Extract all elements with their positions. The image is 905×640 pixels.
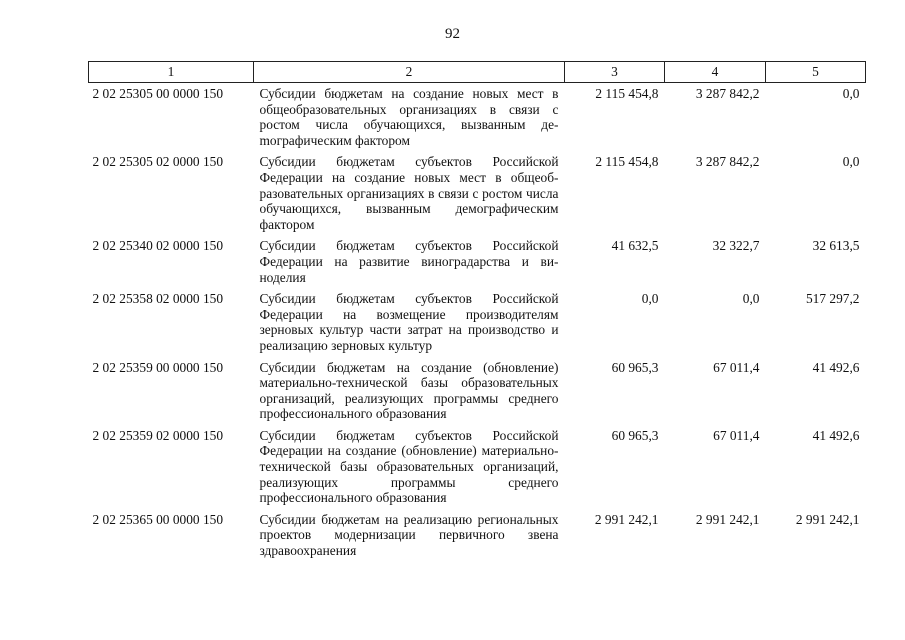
amount-col-5: 41 492,6 — [812, 427, 860, 443]
budget-code: 2 02 25359 00 0000 150 — [92, 359, 224, 375]
subsidy-name: Субсидии бюджетам субъектов Российской Федерации на возмещение производителям зерновых культур части затрат на производство и реализацию зерновых культур — [259, 291, 559, 353]
amount-col-4: 32 322,7 — [712, 238, 760, 254]
amount-col-5: 2 991 242,1 — [795, 511, 860, 527]
budget-table — [88, 61, 866, 562]
column-header-4: 4 — [665, 62, 766, 83]
amount-col-4: 0,0 — [742, 291, 760, 307]
subsidy-name: Субсидии бюджетам субъектов Российской Федерации на создание (обновление) материально-технической базы образовательных организаций, реализующих программы среднего профессионального образования — [259, 427, 559, 506]
subsidy-name: Субсидии бюджетам на создание (обновление) материально-технической базы образовательных организаций, реализующих программы среднего профессионального образования — [259, 359, 559, 422]
amount-col-3: 60 965,3 — [611, 427, 659, 443]
page-number: 92 — [445, 26, 460, 42]
amount-col-5: 32 613,5 — [812, 238, 860, 254]
amount-col-4: 67 011,4 — [713, 359, 760, 375]
table-row — [89, 83, 866, 152]
amount-col-4: 3 287 842,2 — [695, 154, 760, 170]
table-row — [89, 151, 866, 235]
amount-col-3: 2 991 242,1 — [594, 511, 659, 527]
table-row — [89, 509, 866, 562]
budget-code: 2 02 25365 00 0000 150 — [92, 511, 224, 527]
subsidy-name: Субсидии бюджетам на создание новых мест в общеобразовательных организациях в связи с ростом числа обучающихся, вызванным деmографическим фактором — [259, 86, 559, 148]
column-header-3: 3 — [565, 62, 665, 83]
table-row — [89, 235, 866, 288]
subsidy-name: Субсидии бюджетам субъектов Российской Федерации на создание новых мест в общеобразовательных организациях в связи с ростом числа обучающихся, вызванным демографическим фактором — [259, 154, 559, 232]
amount-col-3: 41 632,5 — [611, 238, 659, 254]
amount-col-4: 67 011,4 — [713, 427, 760, 443]
amount-col-4: 3 287 842,2 — [695, 86, 760, 101]
table-header — [89, 62, 866, 83]
amount-col-3: 0,0 — [641, 291, 659, 307]
amount-col-3: 2 115 454,8 — [595, 154, 659, 170]
amount-col-5: 517 297,2 — [805, 291, 860, 307]
table-row — [89, 425, 866, 509]
table-header-row — [89, 62, 866, 83]
subsidy-name: Субсидии бюджетам субъектов Российской Федерации на развитие виноградарства и виноделия — [259, 238, 559, 285]
amount-col-4: 2 991 242,1 — [695, 511, 760, 527]
subsidy-name: Субсидии бюджетам на реализацию региональных проектов модернизации первичного звена здравоохранения — [259, 511, 559, 559]
column-header-5: 5 — [766, 62, 866, 83]
column-header-2: 2 — [254, 62, 565, 83]
budget-code: 2 02 25359 02 0000 150 — [92, 427, 224, 443]
amount-col-5: 0,0 — [842, 154, 860, 170]
budget-code: 2 02 25358 02 0000 150 — [92, 291, 224, 307]
amount-col-3: 60 965,3 — [611, 359, 659, 375]
budget-code: 2 02 25340 02 0000 150 — [92, 238, 224, 254]
table-body — [89, 83, 866, 562]
budget-code: 2 02 25305 00 0000 150 — [92, 86, 224, 101]
budget-code: 2 02 25305 02 0000 150 — [92, 154, 224, 170]
table-row — [89, 357, 866, 425]
amount-col-5: 0,0 — [842, 86, 860, 101]
amount-col-3: 2 115 454,8 — [595, 86, 659, 101]
amount-col-5: 41 492,6 — [812, 359, 860, 375]
column-header-1: 1 — [89, 62, 254, 83]
table-row — [89, 288, 866, 356]
